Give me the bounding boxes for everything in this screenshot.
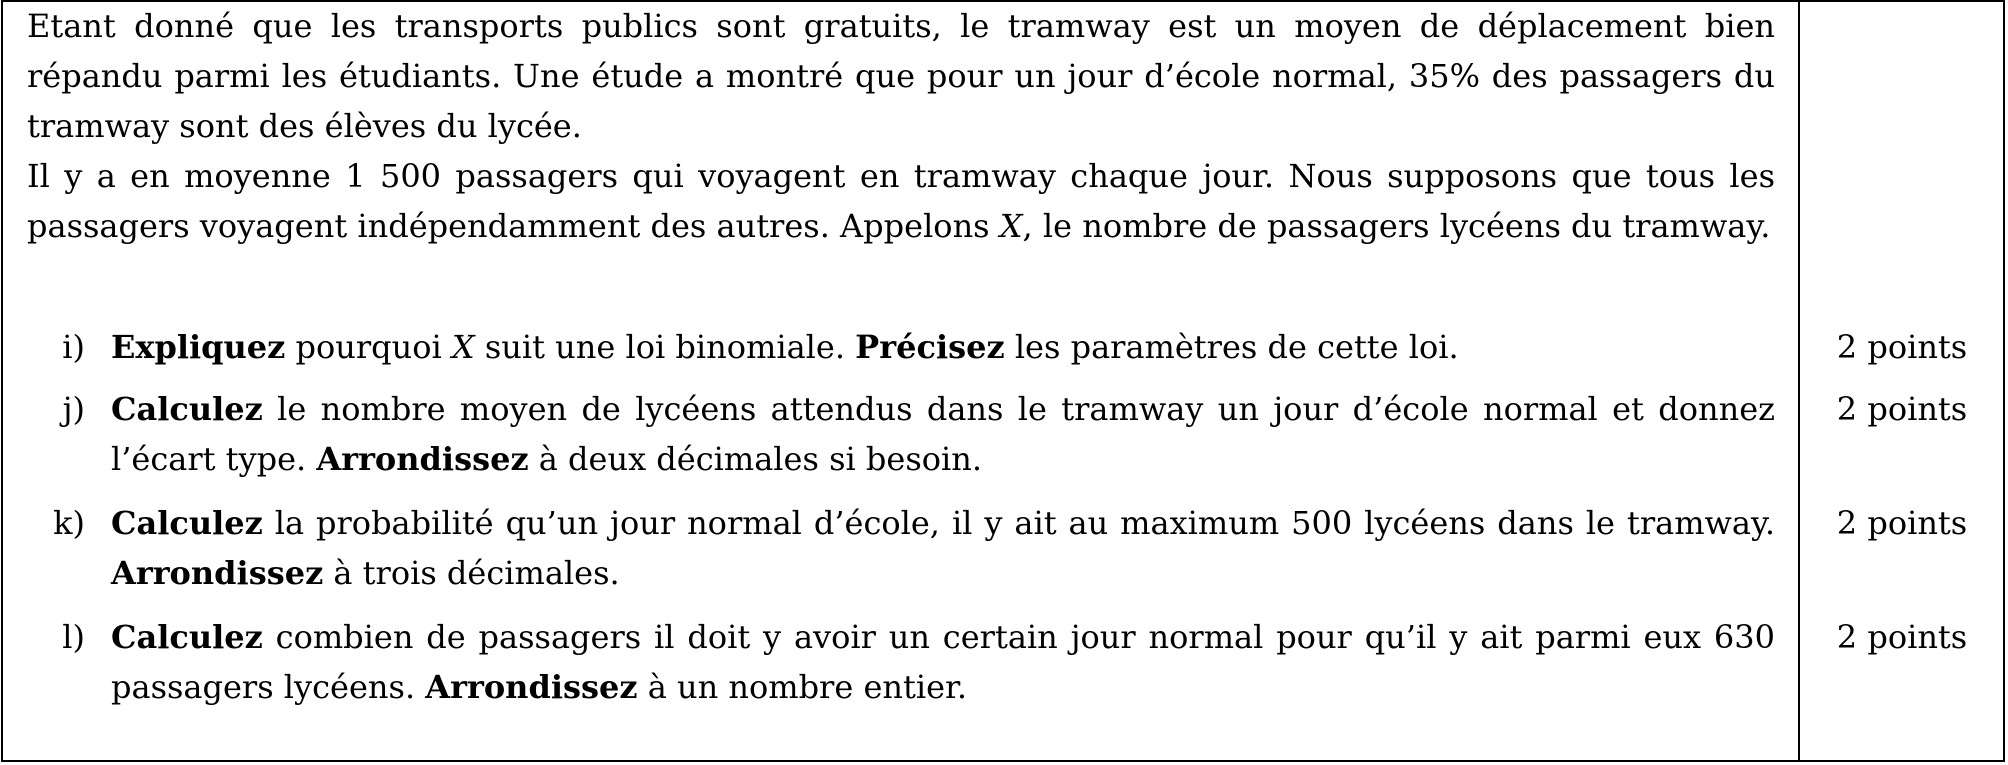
intro-paragraph-2 [27, 151, 1775, 251]
question-text [111, 612, 1775, 712]
question-text [111, 384, 1775, 484]
question-text-part: la probabilité qu’un jour normal d’école, il y ait au maximum 500 lycéens dans le tramway. [262, 504, 1775, 542]
question-text-part: combien de passagers il doit y avoir un certain jour normal pour qu’il y ait parmi eux 630 passagers lycéens. [111, 618, 1775, 706]
question-text [111, 322, 1775, 372]
question-label: i) [62, 328, 85, 366]
points-j: 2 points [1836, 390, 1968, 428]
question-l [27, 612, 1775, 712]
points-k: 2 points [1836, 504, 1968, 542]
instruction-verb: Calculez [111, 618, 263, 656]
instruction-verb: Précisez [855, 328, 1005, 366]
question-text-part: suit une loi binomiale. [474, 328, 856, 366]
exercise-content [27, 1, 1775, 706]
instruction-verb: Calculez [111, 390, 263, 428]
question-text-part: à trois décimales. [323, 554, 620, 592]
question-text-part: à un nombre entier. [637, 668, 967, 706]
intro-paragraph-1: Etant donné que les transports publics sont gratuits, le tramway est un moyen de déplacement bien répandu parmi les étudiants. Une étude a montré que pour un jour d’école normal, 35% des passagers du tramway sont des élèves du lycée. [27, 7, 1775, 145]
question-text-part: pourquoi [285, 328, 452, 366]
question-label: k) [53, 504, 85, 542]
exercise-intro [27, 1, 1775, 251]
points-l: 2 points [1836, 618, 1968, 656]
intro-text-1: Il y a en moyenne 1 500 passagers qui voyagent en tramway chaque jour. Nous supposons que tous les passagers voyagent indépendamment des autres. Appelons [27, 157, 1775, 245]
intro-text-2: , le nombre de passagers lycéens du tramway. [1022, 207, 1771, 245]
instruction-verb: Arrondissez [111, 554, 324, 592]
question-k [27, 498, 1775, 598]
variable-x: X [451, 328, 475, 366]
question-text-part: à deux décimales si besoin. [528, 440, 983, 478]
question-label: l) [62, 618, 85, 656]
instruction-verb: Expliquez [111, 328, 286, 366]
question-text-part: les paramètres de cette loi. [1004, 328, 1459, 366]
instruction-verb: Calculez [111, 504, 263, 542]
question-i [27, 322, 1775, 372]
instruction-verb: Arrondissez [316, 440, 529, 478]
question-label: j) [62, 390, 85, 428]
variable-x: X [999, 207, 1023, 245]
instruction-verb: Arrondissez [425, 668, 638, 706]
question-text-part: le nombre moyen de lycéens attendus dans le tramway un jour d’école normal et donnez l’écart type. [111, 390, 1775, 478]
points-i: 2 points [1836, 328, 1968, 366]
question-j [27, 384, 1775, 484]
question-text [111, 498, 1775, 598]
